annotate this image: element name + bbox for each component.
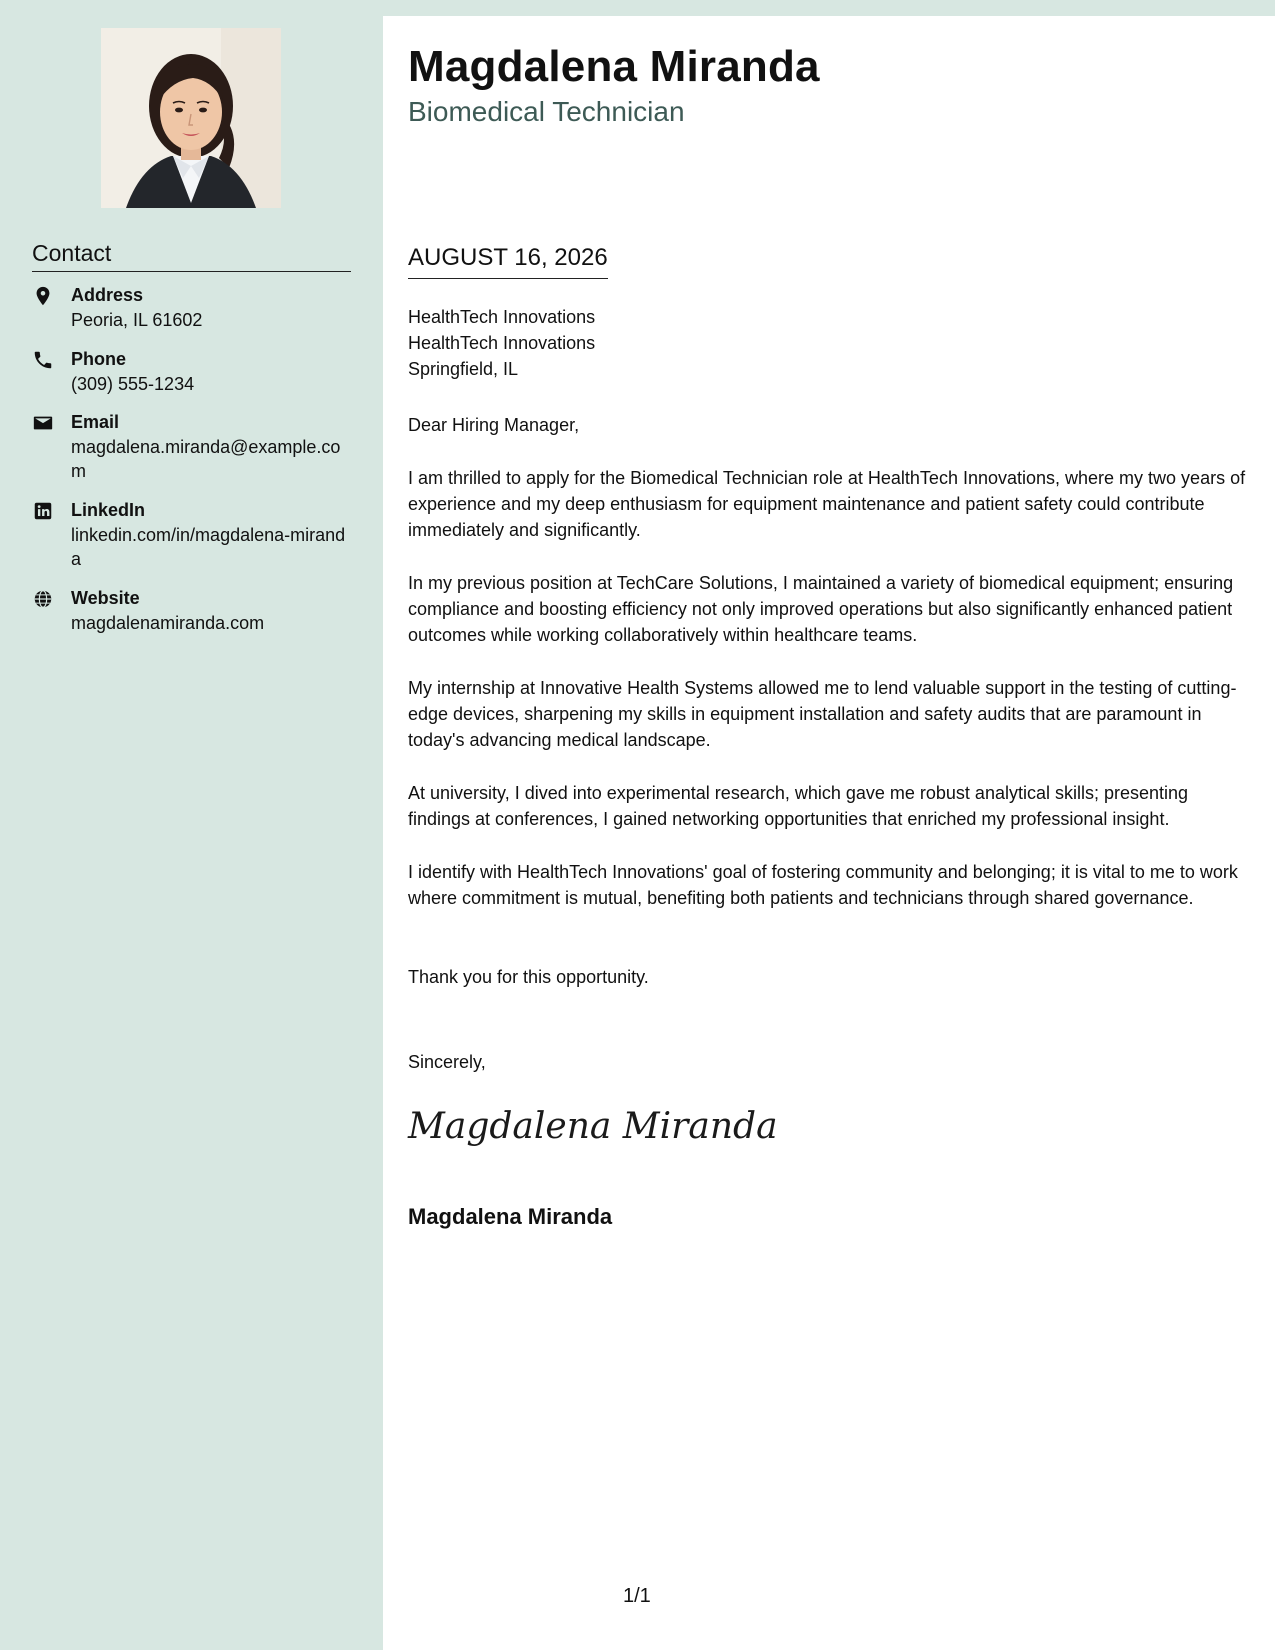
contact-heading: Contact (32, 240, 351, 272)
address-label: Address (71, 285, 144, 305)
recipient-line: HealthTech Innovations (408, 333, 596, 353)
avatar (101, 28, 281, 208)
phone-icon (32, 349, 54, 371)
avatar-photo (101, 28, 281, 208)
signature: Magdalena Miranda (408, 1106, 778, 1147)
email-icon (32, 412, 54, 434)
closing: Sincerely, (408, 1052, 486, 1072)
website-value[interactable]: magdalenamiranda.com (71, 613, 265, 633)
paragraph: At university, I dived into experimental research, which gave me robust analytical skills; presenting findings at conferences, I gained networking opportunities that enriched my professional insight. (408, 783, 1189, 829)
map-pin-icon (32, 285, 54, 307)
paragraph: I identify with HealthTech Innovations' goal of fostering community and belonging; it is vital to me to work where commitment is mutual, benefiting both patients and technicians through shared governance. (408, 862, 1238, 908)
applicant-title: Biomedical Technician (408, 96, 685, 127)
paragraph: Thank you for this opportunity. (408, 967, 649, 987)
recipient-line: HealthTech Innovations (408, 307, 596, 327)
address-value: Peoria, IL 61602 (71, 310, 203, 330)
paragraph: My internship at Innovative Health Systems allowed me to lend valuable support in the testing of cutting-edge devices, sharpening my skills in equipment installation and safety audits that are paramount in today's advancing medical landscape. (408, 678, 1237, 750)
linkedin-label: LinkedIn (71, 500, 146, 520)
page-number: 1/1 (623, 1585, 651, 1607)
sidebar (0, 0, 383, 1650)
linkedin-value[interactable]: linkedin.com/in/magdalena-miranda (71, 525, 346, 569)
website-label: Website (71, 588, 140, 608)
letter-date: AUGUST 16, 2026 (408, 244, 608, 279)
recipient-line: Springfield, IL (408, 359, 519, 379)
salutation: Dear Hiring Manager, (408, 415, 580, 435)
phone-label: Phone (71, 349, 127, 369)
globe-icon (32, 588, 54, 610)
email-label: Email (71, 412, 120, 432)
email-value[interactable]: magdalena.miranda@example.com (71, 437, 341, 481)
recipient-address (408, 304, 595, 382)
letter-body (383, 16, 1275, 1650)
paragraph: In my previous position at TechCare Solutions, I maintained a variety of biomedical equipment; ensuring compliance and boosting efficiency not only improved operations but also significantly enhanced patient outcomes while working collaboratively within healthcare teams. (408, 573, 1234, 645)
applicant-name: Magdalena Miranda (408, 42, 820, 91)
linkedin-icon (32, 500, 54, 522)
phone-value: (309) 555-1234 (71, 374, 195, 394)
signed-name: Magdalena Miranda (408, 1204, 613, 1229)
paragraph: I am thrilled to apply for the Biomedical Technician role at HealthTech Innovations, where my two years of experience and my deep enthusiasm for equipment maintenance and patient safety could contribute immediately and significantly. (408, 468, 1246, 540)
